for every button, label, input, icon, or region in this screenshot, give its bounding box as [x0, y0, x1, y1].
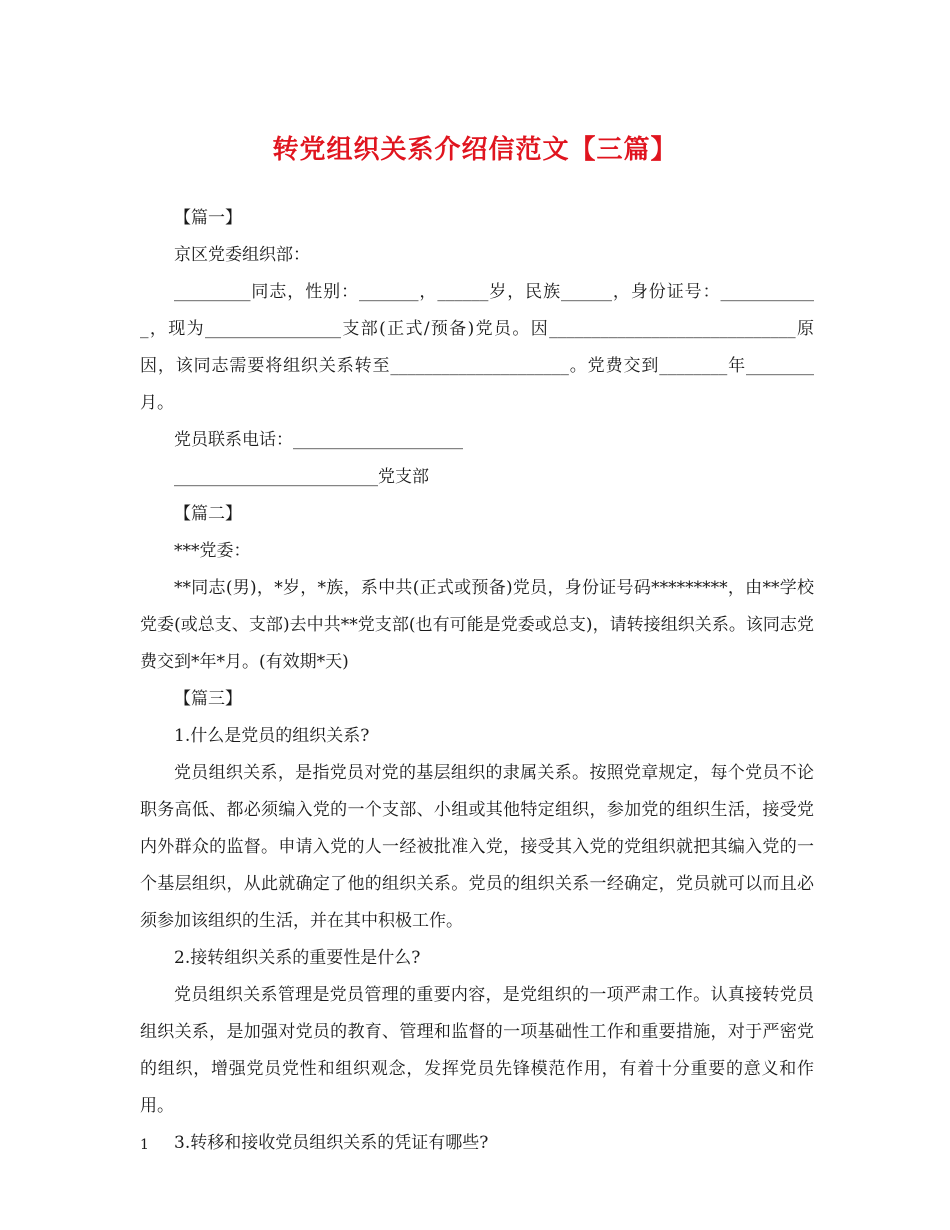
page-number: 1 [140, 1137, 149, 1153]
section-heading-2: 【篇二】 [174, 504, 242, 524]
section-heading-1: 【篇一】 [174, 208, 242, 228]
document-body [140, 200, 814, 1162]
salutation-1: 京区党委组织部： [174, 245, 310, 265]
contact-phone-line: 党员联系电话：____________________ [174, 430, 463, 450]
question-heading-2: 2.接转组织关系的重要性是什么? [174, 948, 421, 968]
signature-line: ________________________党支部 [174, 467, 429, 487]
salutation-2: ***党委： [174, 541, 251, 561]
paragraph: _________同志，性别：_______，______岁，民族______，身份证号：____________，现为________________支部(正式/预备)党员。因_____________________________原因，该同志需要将组织关系转至_____________________。党费交到________年________月。 [140, 282, 814, 413]
question-heading-3: 3.转移和接收党员组织关系的凭证有哪些? [174, 1133, 489, 1153]
paragraph: 党员组织关系，是指党员对党的基层组织的隶属关系。按照党章规定，每个党员不论职务高低、都必须编入党的一个支部、小组或其他特定组织，参加党的组织生活，接受党内外群众的监督。申请入党的人一经被批准入党，接受其入党的党组织就把其编入党的一个基层组织，从此就确定了他的组织关系。党员的组织关系一经确定，党员就可以而且必须参加该组织的生活，并在其中积极工作。 [140, 763, 814, 931]
paragraph: 党员组织关系管理是党员管理的重要内容，是党组织的一项严肃工作。认真接转党员组织关系，是加强对党员的教育、管理和监督的一项基础性工作和重要措施，对于严密党的组织，增强党员党性和组织观念，发挥党员先锋模范作用，有着十分重要的意义和作用。 [140, 985, 814, 1116]
question-heading-1: 1.什么是党员的组织关系? [174, 726, 370, 746]
section-heading-3: 【篇三】 [174, 689, 242, 709]
document-title: 转党组织关系介绍信范文【三篇】 [272, 135, 678, 165]
paragraph: **同志(男)，*岁，*族，系中共(正式或预备)党员，身份证号码*********，由**学校党委(或总支、支部)去中共**党支部(也有可能是党委或总支)，请转接组织关系。该同志党费交到*年*月。(有效期*天) [140, 578, 814, 672]
